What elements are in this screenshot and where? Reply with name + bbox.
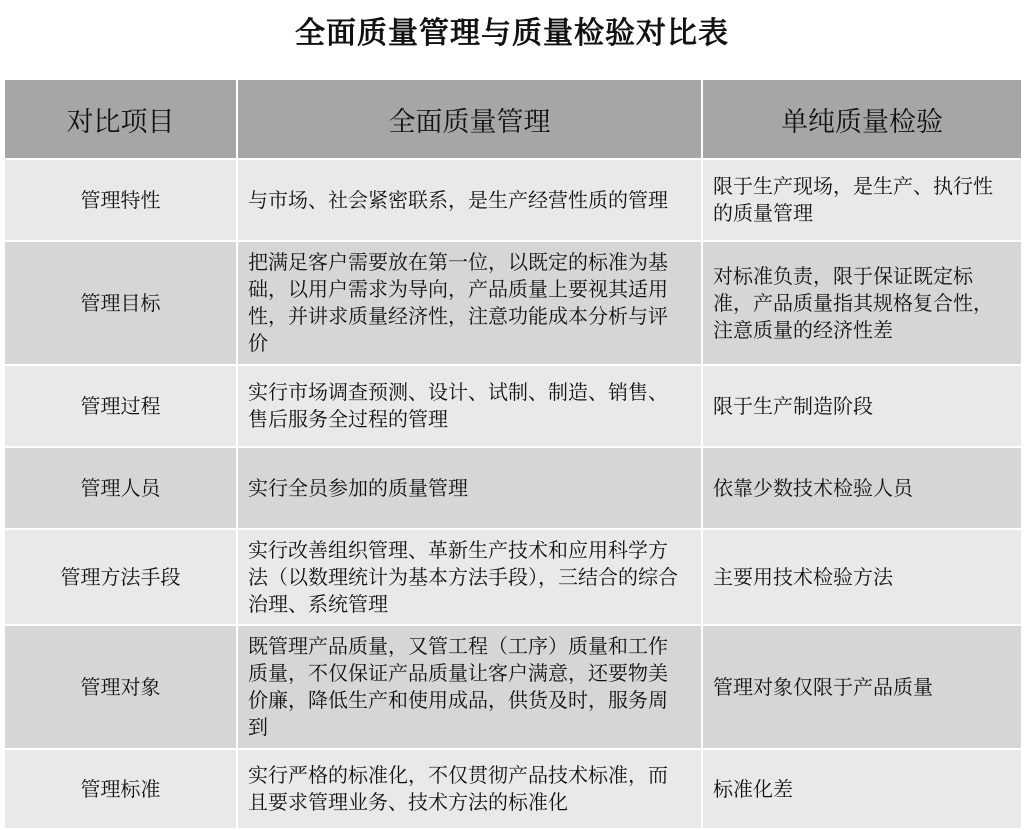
page-title: 全面质量管理与质量检验对比表 [295, 16, 729, 51]
table-row [4, 447, 1022, 529]
table-row [4, 749, 1022, 829]
row-item-cell: 管理标准 [4, 749, 237, 829]
table-row [4, 529, 1022, 625]
comparison-table [3, 78, 1023, 830]
table-header-row [4, 79, 1022, 159]
header-tqm: 全面质量管理 [237, 79, 702, 159]
row-tqm-cell: 实行改善组织管理、革新生产技术和应用科学方法（以数理统计为基本方法手段），三结合的综合治理、系统管理 [237, 529, 702, 625]
row-tqm-cell: 实行全员参加的质量管理 [237, 447, 702, 529]
header-inspection: 单纯质量检验 [702, 79, 1022, 159]
row-inspection-cell: 限于生产现场，是生产、执行性的质量管理 [702, 159, 1022, 241]
table-row [4, 625, 1022, 749]
row-inspection-cell: 标准化差 [702, 749, 1022, 829]
row-inspection-cell: 依靠少数技术检验人员 [702, 447, 1022, 529]
table-row [4, 241, 1022, 365]
row-item-cell: 管理过程 [4, 365, 237, 447]
row-inspection-cell: 限于生产制造阶段 [702, 365, 1022, 447]
row-inspection-cell: 管理对象仅限于产品质量 [702, 625, 1022, 749]
row-inspection-cell: 对标准负责，限于保证既定标准，产品质量指其规格复合性，注意质量的经济性差 [702, 241, 1022, 365]
header-item: 对比项目 [4, 79, 237, 159]
table-row [4, 159, 1022, 241]
row-inspection-cell: 主要用技术检验方法 [702, 529, 1022, 625]
row-tqm-cell: 实行严格的标准化，不仅贯彻产品技术标准，而且要求管理业务、技术方法的标准化 [237, 749, 702, 829]
row-tqm-cell: 既管理产品质量，又管工程（工序）质量和工作质量，不仅保证产品质量让客户满意，还要物美价廉，降低生产和使用成品，供货及时，服务周到 [237, 625, 702, 749]
row-tqm-cell: 把满足客户需要放在第一位，以既定的标准为基础，以用户需求为导向，产品质量上要视其适用性，并讲求质量经济性，注意功能成本分析与评价 [237, 241, 702, 365]
row-item-cell: 管理对象 [4, 625, 237, 749]
row-item-cell: 管理特性 [4, 159, 237, 241]
row-tqm-cell: 实行市场调查预测、设计、试制、制造、销售、售后服务全过程的管理 [237, 365, 702, 447]
table-row [4, 365, 1022, 447]
row-tqm-cell: 与市场、社会紧密联系，是生产经营性质的管理 [237, 159, 702, 241]
row-item-cell: 管理人员 [4, 447, 237, 529]
row-item-cell: 管理目标 [4, 241, 237, 365]
row-item-cell: 管理方法手段 [4, 529, 237, 625]
